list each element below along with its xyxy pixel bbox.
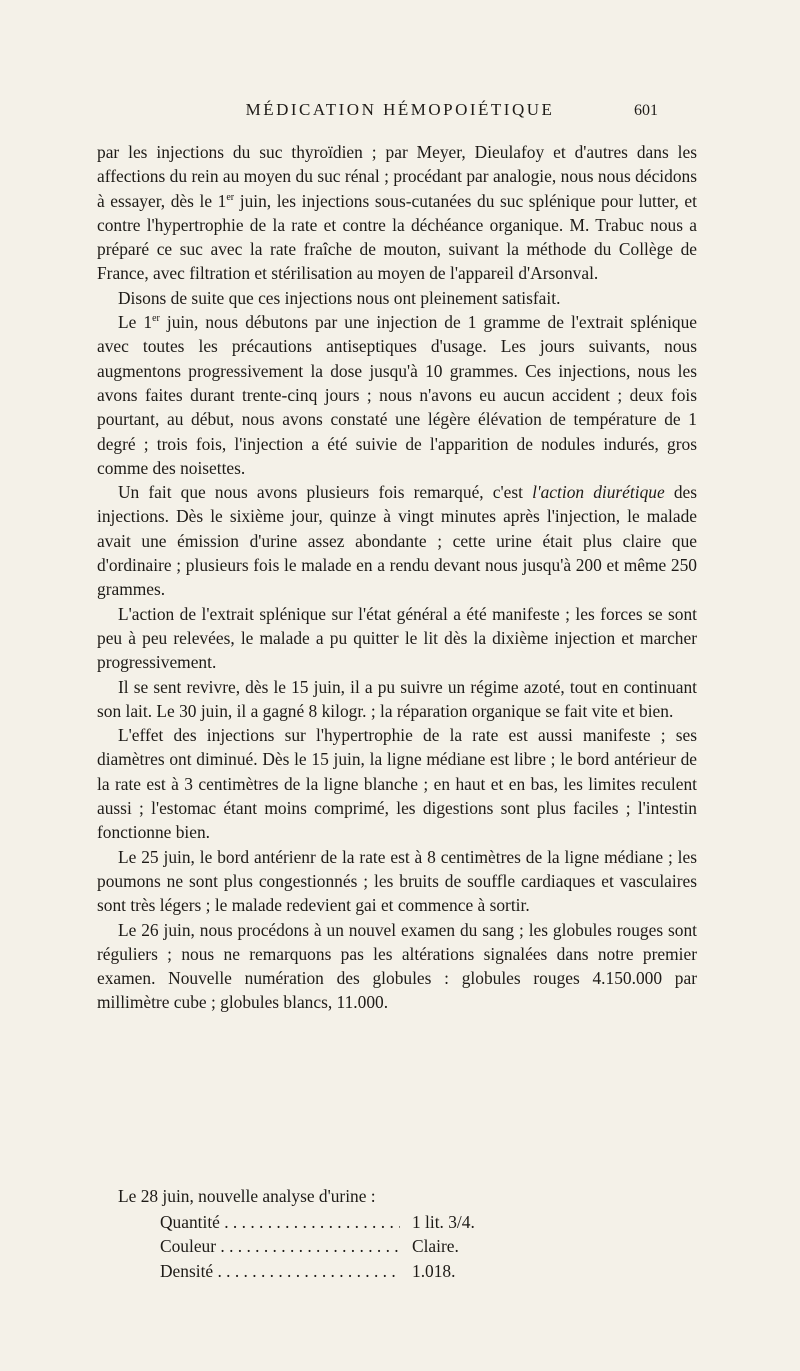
paragraph-8: Le 25 juin, le bord antérienr de la rate est à 8 centimètres de la ligne médiane ; les poumons ne sont plus congestionnés ; les bruits de souffle cardiaques et vasculaires sont très légers ; le malade redevient gai et commence à sortir. [97,846,697,916]
paragraph-3-date: Le 1 [118,312,153,333]
analysis-label-density: Densité . . . [160,1261,400,1285]
urine-analysis-intro: Le 28 juin, nouvelle analyse d'urine : [118,1186,376,1206]
paragraph-1-day: 1 [217,190,227,211]
analysis-row [160,1261,680,1285]
paragraph-1 [97,140,697,286]
paragraph-3-text: juin, nous débutons par une injection de 1 gramme de l'extrait splénique avec toutes les précautions antiseptiques d'usage. Les jours suivants, nous augmentons progressivement la dose jusqu'à 10 grammes. Ces injections, nous les avons faites durant trente-cinq jours ; nous n'avons eu aucun accident ; deux fois pourtant, au début, nous avons constaté une légère élévation de température de 1 degré ; trois fois, l'injection a été suivie de l'apparition de nodules indurés, gros comme des noisettes. [97,312,698,478]
analysis-row [160,1212,680,1236]
page-header [0,100,800,124]
analysis-label-color: Couleur . . . [160,1236,400,1260]
analysis-value-density: 1.018. [412,1260,456,1281]
paragraph-1-tail: juin, les injections sous-cutanées du suc splénique pour lutter, et contre l'hypertrophie de la rate et contre la déchéance organique. M. Trabuc nous a préparé ce suc avec la rate fraîche de mouton, suivant la méthode du Collège de France, avec filtration et stérilisation au moyen de l'appareil d'Arsonval. [97,190,697,284]
analysis-label-quantity: Quantité . . . [160,1212,400,1236]
paragraph-4 [97,480,697,601]
paragraph-4-text-b: des injections. Dès le sixième jour, quinze à vingt minutes après l'injection, le malade avait une émission d'urine assez abondante ; cette urine était plus claire que d'ordinaire ; plusieurs fois le malade en a rendu devant nous jusqu'à 200 et même 250 grammes. [97,482,697,600]
analysis-value-color: Claire. [412,1236,459,1257]
page-number: 601 [634,102,658,119]
paragraph-3-ordinal: er [152,313,160,325]
paragraph-1-ordinal: er [226,191,235,203]
paragraph-5: L'action de l'extrait splénique sur l'état général a été manifeste ; les forces se sont peu à peu relevées, le malade a pu quitter le lit dès la dixième injection et marcher progressivement. [97,603,697,673]
paragraph-4-text-a: Un fait que nous avons plusieurs fois remarqué, c'est [118,482,523,503]
paragraph-4-emphasis: l'action diurétique [532,482,665,503]
paragraph-7: L'effet des injections sur l'hypertrophie de la rate est aussi manifeste ; ses diamètres ont diminué. Dès le 15 juin, la ligne médiane est libre ; le bord antérieur de la rate est à 3 centimètres de la ligne blanche ; en haut et en bas, les limites reculent aussi ; l'estomac étant moins comprimé, les digestions sont plus faciles ; l'intestin fonctionne bien. [97,725,697,843]
paragraph-1-text: par les injections du suc thyroïdien ; par Meyer, Dieulafoy et d'autres dans les affections du rein au moyen du suc rénal ; procédant par analogie, nous nous décidons à essayer, dès le [97,142,697,211]
analysis-value-quantity: 1 lit. 3/4. [412,1212,475,1232]
running-title: MÉDICATION HÉMOPOIÉTIQUE [245,100,555,119]
analysis-row [160,1236,680,1260]
paragraph-9: Le 26 juin, nous procédons à un nouvel examen du sang ; les globules rouges sont réguliers ; nous ne remarquons pas les altérations signalées dans notre premier examen. Nouvelle numération des globules : globules rouges 4.150.000 par millimètre cube ; globules blancs, 11.000. [97,919,697,1013]
paragraph-3 [97,310,697,480]
paragraph-6: Il se sent revivre, dès le 15 juin, il a pu suivre un régime azoté, tout en continuant son lait. Le 30 juin, il a gagné 8 kilogr. ; la réparation organique se fait vite et bien. [97,676,697,721]
paragraph-2: Disons de suite que ces injections nous ont pleinement satisfait. [118,287,561,308]
body-text [97,140,697,1015]
urine-analysis-table [160,1212,680,1285]
